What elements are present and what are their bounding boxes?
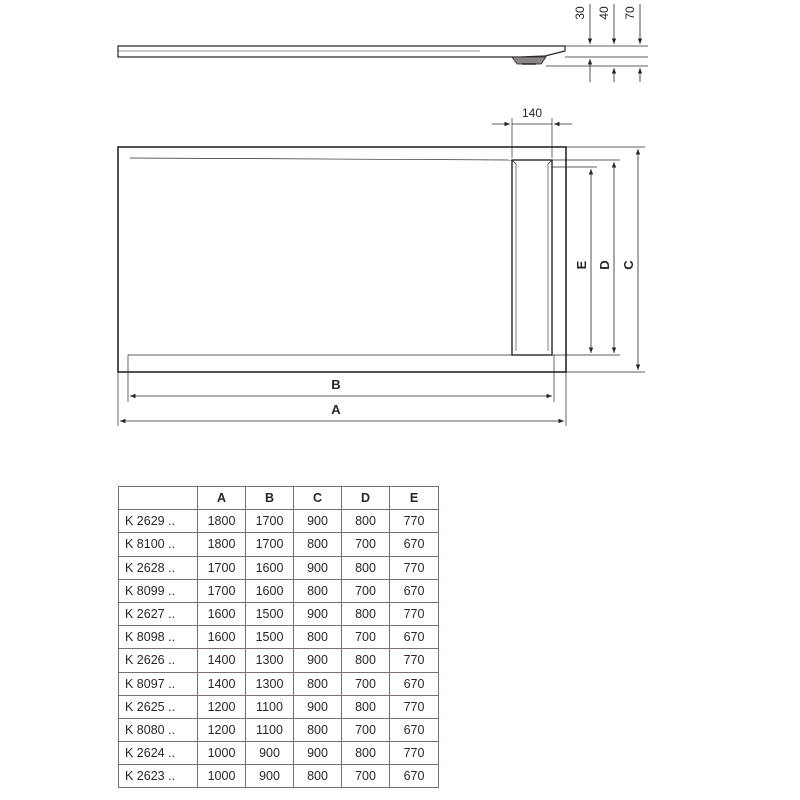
- table-row: [119, 765, 439, 788]
- product-code-cell: K 2625 ..: [119, 695, 198, 718]
- dimension-cell: 1200: [198, 695, 246, 718]
- dimension-cell: 700: [342, 718, 390, 741]
- table-row: [119, 742, 439, 765]
- dimension-cell: 1500: [246, 626, 294, 649]
- table-header-cell: C: [294, 487, 342, 510]
- dimension-cell: 900: [246, 765, 294, 788]
- dimension-cell: 1600: [246, 556, 294, 579]
- dimension-cell: 900: [294, 649, 342, 672]
- dimension-cell: 800: [342, 602, 390, 625]
- dimension-cell: 770: [390, 510, 439, 533]
- side-view: [118, 4, 648, 82]
- dimension-cell: 1700: [246, 533, 294, 556]
- dimension-cell: 1700: [246, 510, 294, 533]
- dimension-cell: 800: [294, 718, 342, 741]
- dimension-cell: 800: [294, 579, 342, 602]
- product-code-cell: K 8097 ..: [119, 672, 198, 695]
- dim-label-e: E: [574, 260, 589, 270]
- dimension-cell: 1100: [246, 718, 294, 741]
- product-code-cell: K 8080 ..: [119, 718, 198, 741]
- table-row: [119, 510, 439, 533]
- dimension-cell: 800: [294, 765, 342, 788]
- dimension-cell: 1100: [246, 695, 294, 718]
- product-code-cell: K 2628 ..: [119, 556, 198, 579]
- dim-label-c: C: [621, 260, 636, 270]
- dim-label-d: D: [597, 260, 612, 270]
- table-header-cell: A: [198, 487, 246, 510]
- product-code-cell: K 2626 ..: [119, 649, 198, 672]
- dim-label-b: B: [331, 377, 341, 392]
- dimension-cell: 900: [294, 510, 342, 533]
- dim-label-30: 30: [573, 6, 587, 20]
- dimension-cell: 1700: [198, 556, 246, 579]
- dimension-cell: 1000: [198, 742, 246, 765]
- dimension-cell: 670: [390, 765, 439, 788]
- dimension-cell: 800: [294, 626, 342, 649]
- dimension-cell: 1600: [246, 579, 294, 602]
- dimension-cell: 700: [342, 765, 390, 788]
- dimension-cell: 770: [390, 556, 439, 579]
- dimension-cell: 1800: [198, 533, 246, 556]
- table-row: [119, 579, 439, 602]
- dimension-cell: 670: [390, 672, 439, 695]
- dimension-cell: 1400: [198, 672, 246, 695]
- dimension-cell: 1300: [246, 672, 294, 695]
- dimension-cell: 770: [390, 695, 439, 718]
- tray-outline: [118, 147, 566, 372]
- dim-label-a: A: [331, 402, 341, 417]
- dimension-cell: 1800: [198, 510, 246, 533]
- dimension-cell: 800: [342, 510, 390, 533]
- product-code-cell: K 2629 ..: [119, 510, 198, 533]
- product-code-cell: K 8099 ..: [119, 579, 198, 602]
- dimension-cell: 900: [294, 742, 342, 765]
- product-code-cell: K 2623 ..: [119, 765, 198, 788]
- dimension-cell: 900: [294, 602, 342, 625]
- product-code-cell: K 2627 ..: [119, 602, 198, 625]
- top-view: [118, 118, 645, 426]
- dimension-cell: 670: [390, 626, 439, 649]
- table-row: [119, 649, 439, 672]
- dimension-cell: 800: [342, 695, 390, 718]
- dimension-cell: 800: [342, 742, 390, 765]
- dimension-cell: 770: [390, 649, 439, 672]
- table-row: [119, 626, 439, 649]
- dimension-cell: 1300: [246, 649, 294, 672]
- dimension-cell: 770: [390, 602, 439, 625]
- dimension-cell: 670: [390, 718, 439, 741]
- table-row: [119, 556, 439, 579]
- dimension-cell: 800: [342, 556, 390, 579]
- dimension-cell: 1400: [198, 649, 246, 672]
- dimension-cell: 700: [342, 579, 390, 602]
- table-row: [119, 602, 439, 625]
- product-code-cell: K 8098 ..: [119, 626, 198, 649]
- dim-label-140: 140: [521, 106, 543, 120]
- dimension-cell: 1200: [198, 718, 246, 741]
- dimension-cell: 700: [342, 533, 390, 556]
- product-code-cell: K 8100 ..: [119, 533, 198, 556]
- dimension-cell: 900: [294, 556, 342, 579]
- dimension-cell: 1000: [198, 765, 246, 788]
- dimension-cell: 770: [390, 742, 439, 765]
- dimension-cell: 800: [342, 649, 390, 672]
- dimension-cell: 1500: [246, 602, 294, 625]
- table-header-row: [119, 487, 439, 510]
- dimension-cell: 1600: [198, 626, 246, 649]
- dimensions-table: [118, 486, 439, 788]
- table-header-cell: B: [246, 487, 294, 510]
- product-code-cell: K 2624 ..: [119, 742, 198, 765]
- table-header-cell: D: [342, 487, 390, 510]
- dim-label-40: 40: [597, 6, 611, 20]
- table-header-cell: [119, 487, 198, 510]
- dimension-cell: 1600: [198, 602, 246, 625]
- tray-profile: [118, 46, 565, 57]
- dimension-cell: 1700: [198, 579, 246, 602]
- table-row: [119, 695, 439, 718]
- dimension-cell: 670: [390, 579, 439, 602]
- dimension-cell: 900: [246, 742, 294, 765]
- dimension-cell: 670: [390, 533, 439, 556]
- dimension-cell: 700: [342, 626, 390, 649]
- dimension-cell: 900: [294, 695, 342, 718]
- table-row: [119, 672, 439, 695]
- table-row: [119, 718, 439, 741]
- waste-outlet: [512, 57, 546, 64]
- dimension-cell: 800: [294, 533, 342, 556]
- table-header-cell: E: [390, 487, 439, 510]
- table-row: [119, 533, 439, 556]
- dimension-cell: 700: [342, 672, 390, 695]
- dimension-cell: 800: [294, 672, 342, 695]
- dim-label-70: 70: [623, 6, 637, 20]
